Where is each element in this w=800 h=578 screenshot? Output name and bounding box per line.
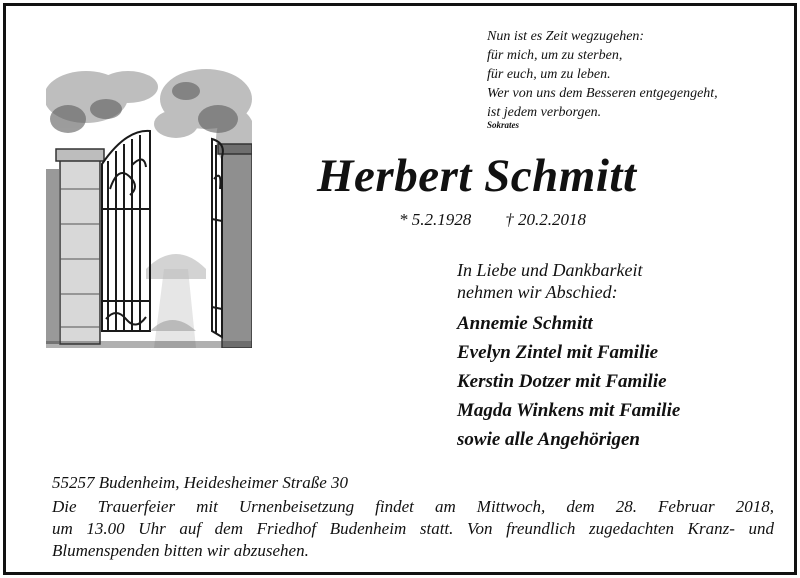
quote-author: Sokrates bbox=[487, 120, 520, 130]
quote-line: Nun ist es Zeit wegzugehen: bbox=[487, 29, 645, 44]
mourner-entry: Annemie Schmitt bbox=[457, 313, 593, 334]
birth-date: * 5.2.1928 bbox=[399, 210, 472, 229]
farewell-text bbox=[457, 259, 642, 303]
obituary-frame bbox=[3, 3, 797, 575]
mourner-entry: Evelyn Zintel mit Familie bbox=[457, 342, 659, 363]
deceased-name: Herbert Schmitt bbox=[317, 150, 637, 202]
mourner-entry: Magda Winkens mit Familie bbox=[457, 400, 681, 421]
notice-line: um 13.00 Uhr auf dem Friedhof Budenheim statt. Von freundlich zugedachten Kranz- und bbox=[52, 519, 774, 538]
life-dates bbox=[399, 208, 586, 232]
notice-line: Blumenspenden bitten wir abzusehen. bbox=[52, 541, 309, 560]
mourners-list bbox=[457, 309, 680, 454]
death-date: † 20.2.2018 bbox=[505, 210, 586, 229]
funeral-notice bbox=[52, 496, 774, 562]
mourner-entry: sowie alle Angehörigen bbox=[457, 429, 640, 450]
quote-line: für mich, um zu sterben, bbox=[487, 48, 623, 63]
farewell-line: In Liebe und Dankbarkeit bbox=[457, 260, 643, 280]
quote-line: Wer von uns dem Besseren entgegengeht, bbox=[487, 86, 718, 101]
farewell-line: nehmen wir Abschied: bbox=[457, 282, 618, 302]
family-address: 55257 Budenheim, Heidesheimer Straße 30 bbox=[52, 473, 349, 492]
quote-line: für euch, um zu leben. bbox=[487, 67, 611, 82]
quote-line: ist jedem verborgen. bbox=[487, 105, 602, 120]
sokrates-quote bbox=[487, 27, 787, 131]
garden-gate-illustration bbox=[46, 69, 252, 348]
mourner-entry: Kerstin Dotzer mit Familie bbox=[457, 371, 667, 392]
notice-line: Die Trauerfeier mit Urnenbeisetzung findet am Mittwoch, dem 28. Februar 2018, bbox=[52, 497, 774, 516]
